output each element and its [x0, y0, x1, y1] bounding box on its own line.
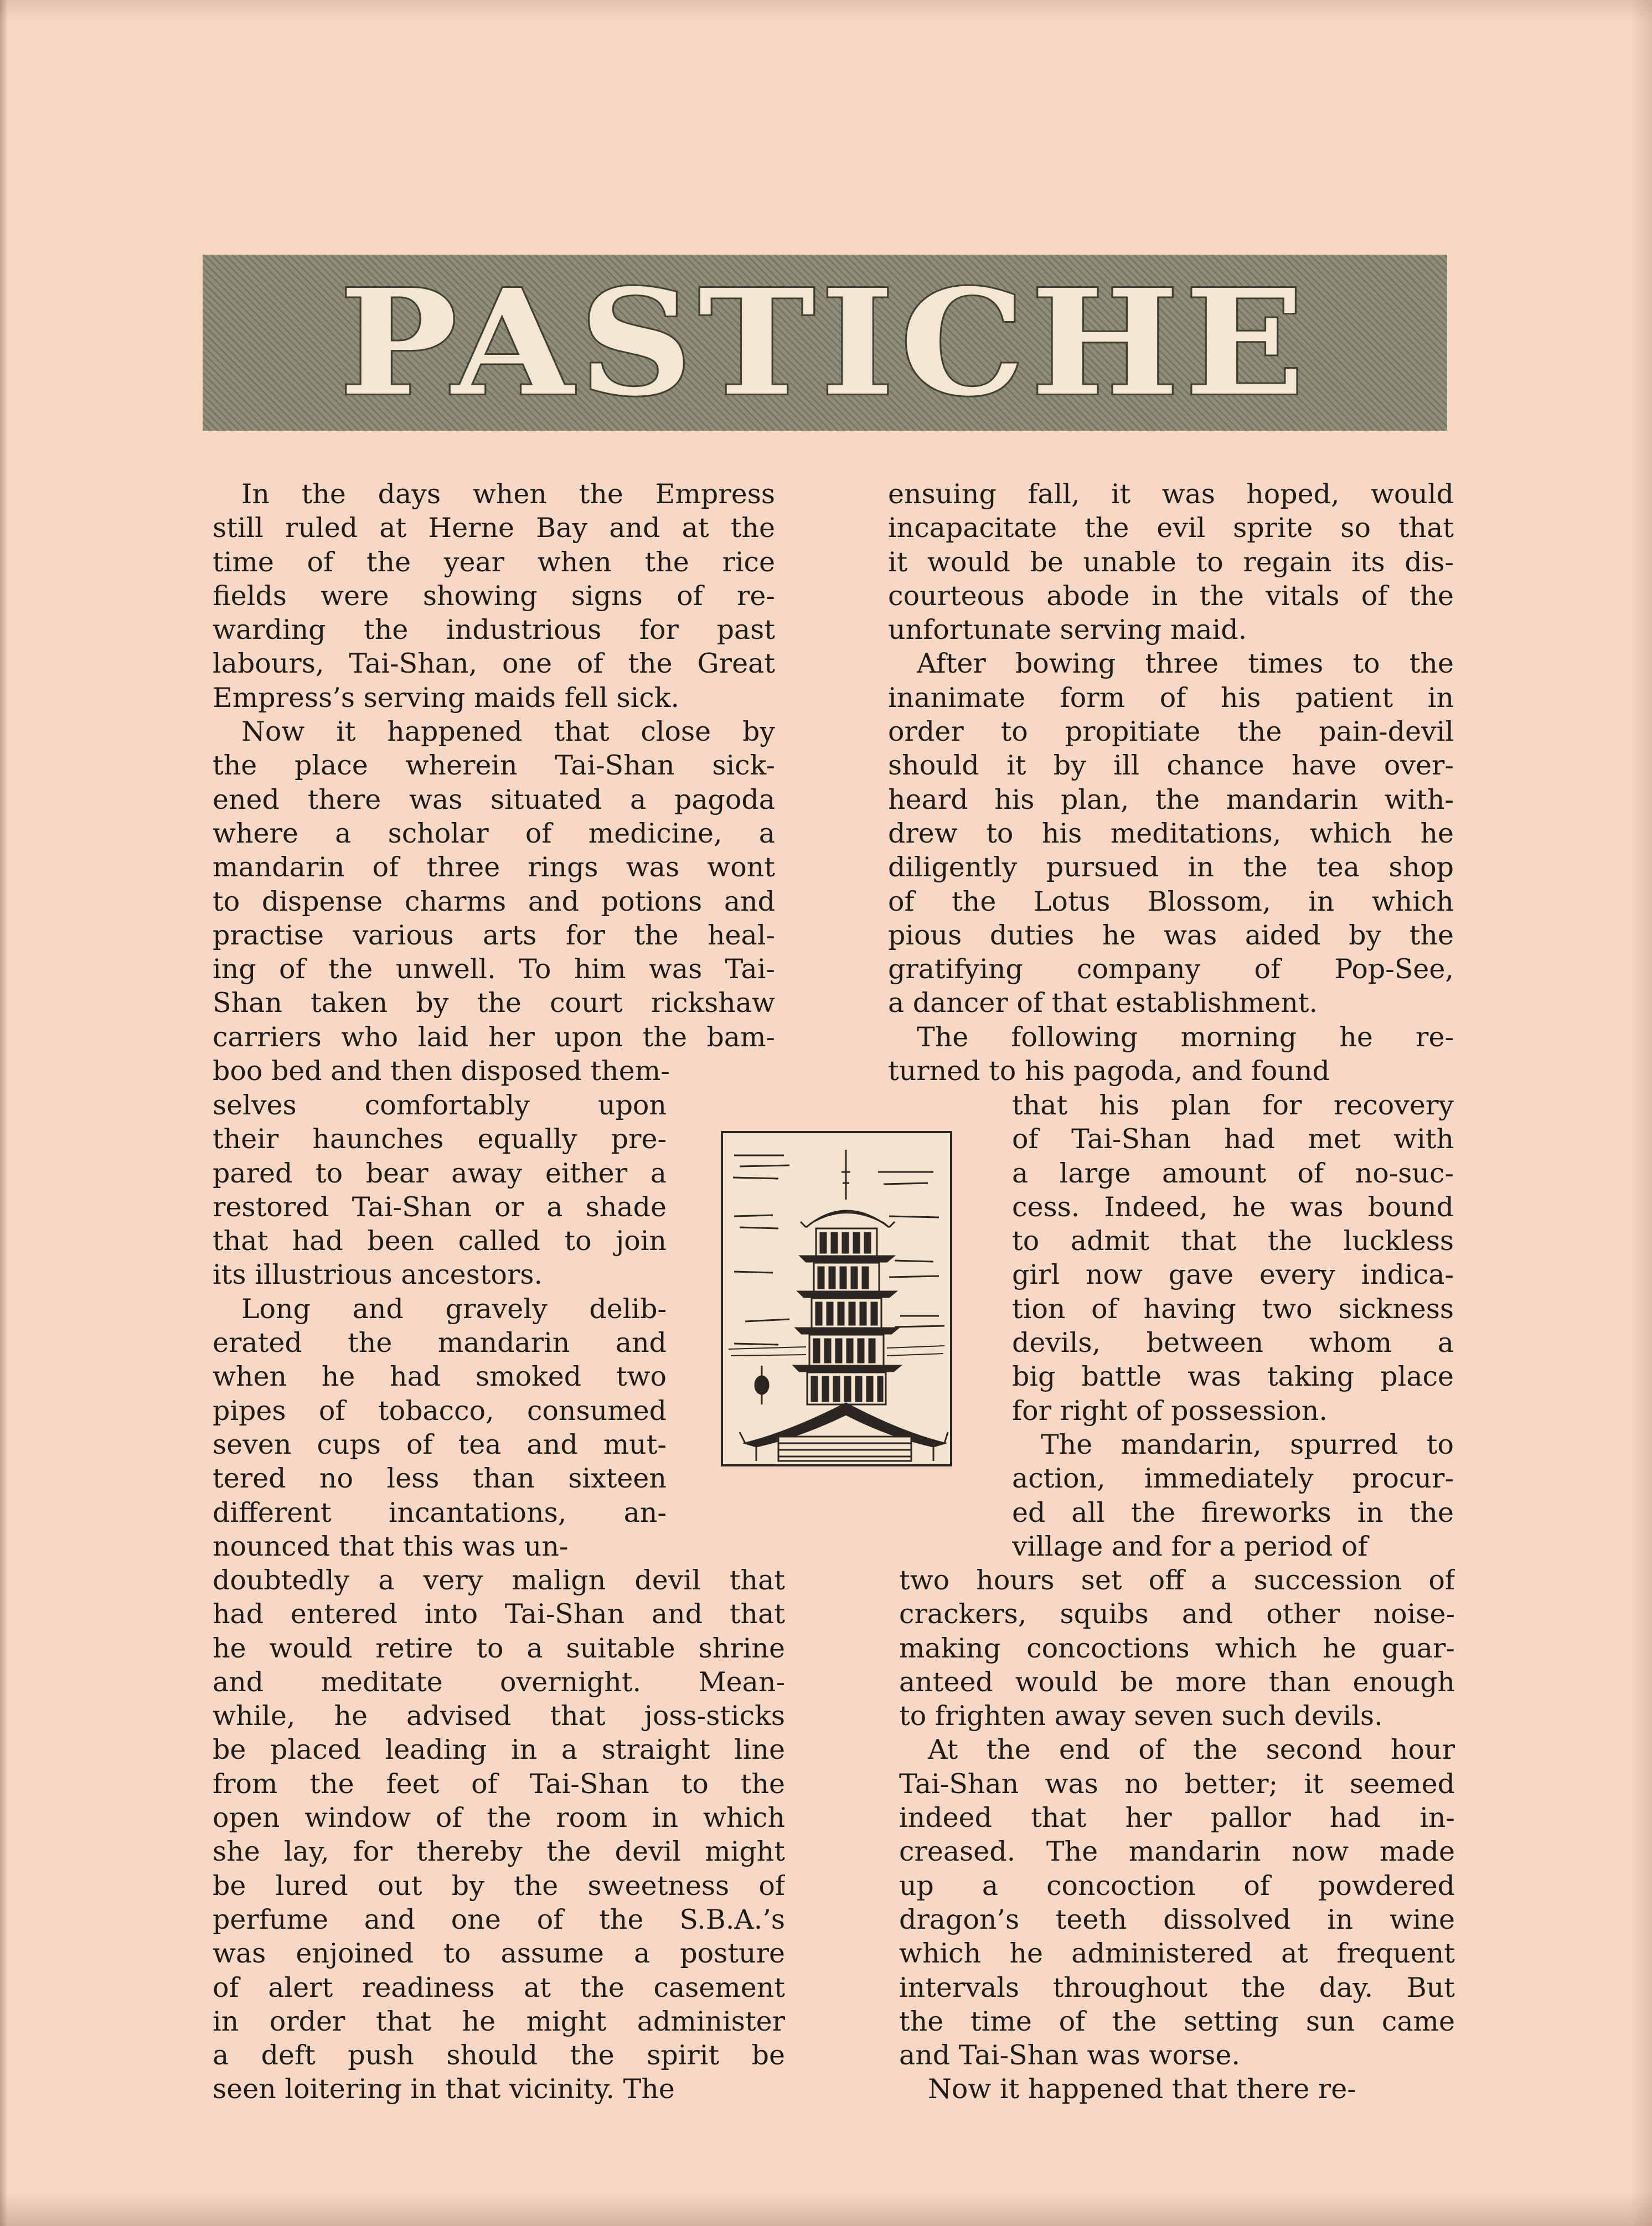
text-line: inanimate form of his patient in: [888, 681, 1454, 714]
text-line: pipes of tobacco, consumed: [213, 1395, 667, 1427]
text-line: labours, Tai-Shan, one of the Great: [213, 648, 775, 680]
page-edge-right: [1630, 0, 1652, 2226]
text-line: which he administered at frequent: [899, 1938, 1455, 1970]
pagoda-illustration-icon: [723, 1133, 950, 1464]
text-line: turned to his pagoda, and found: [888, 1055, 1330, 1087]
text-line: After bowing three times to the: [917, 648, 1454, 680]
text-line: be lured out by the sweetness of: [213, 1869, 785, 1902]
text-line: nounced that this was un-: [213, 1530, 569, 1562]
text-line: ened there was situated a pagoda: [213, 783, 775, 815]
text-line: their haunches equally pre-: [213, 1123, 667, 1155]
text-line: boo bed and then disposed them-: [213, 1055, 670, 1087]
text-line: practise various arts for the heal-: [213, 919, 775, 951]
text-line: open window of the room in which: [213, 1802, 785, 1834]
left-column-top: [213, 477, 775, 1088]
text-line: crackers, squibs and other noise-: [899, 1598, 1455, 1630]
text-line: the time of the setting sun came: [899, 2005, 1455, 2037]
text-line: At the end of the second hour: [928, 1734, 1455, 1766]
text-line: fields were showing signs of re-: [213, 580, 775, 612]
text-line: anteed would be more than enough: [899, 1666, 1455, 1698]
text-line: it would be unable to regain its dis-: [888, 546, 1454, 578]
text-line: be placed leading in a straight line: [213, 1734, 785, 1766]
text-line: while, he advised that joss-sticks: [213, 1700, 785, 1732]
text-line: gratifying company of Pop-See,: [888, 953, 1454, 985]
text-line: indeed that her pallor had in-: [899, 1802, 1455, 1834]
right-column-top: [888, 477, 1454, 1088]
text-line: heard his plan, the mandarin with-: [888, 783, 1454, 815]
text-line: to admit that the luckless: [1012, 1225, 1454, 1257]
text-line: of the Lotus Blossom, in which: [888, 885, 1454, 917]
left-column-beside-image: [213, 1088, 667, 1563]
text-line: of Tai-Shan had met with: [1012, 1123, 1454, 1155]
text-line: creased. The mandarin now made: [899, 1836, 1455, 1868]
text-line: to frighten away seven such devils.: [899, 1700, 1383, 1732]
text-line: Empress’s serving maids fell sick.: [213, 681, 680, 714]
text-line: Tai-Shan was no better; it seemed: [899, 1768, 1455, 1800]
text-line: unfortunate serving maid.: [888, 614, 1247, 646]
text-line: action, immediately procur-: [1012, 1463, 1454, 1495]
page-title: PASTICHE: [339, 257, 1310, 428]
text-line: warding the industrious for past: [213, 614, 775, 646]
text-line: she lay, for thereby the devil might: [213, 1836, 785, 1868]
text-line: its illustrious ancestors.: [213, 1259, 543, 1291]
text-line: incapacitate the evil sprite so that: [888, 512, 1454, 544]
text-line: still ruled at Herne Bay and at the: [213, 512, 775, 544]
text-line: Now it happened that close by: [241, 716, 775, 748]
text-line: of alert readiness at the casement: [213, 1971, 785, 2003]
text-line: different incantations, an-: [213, 1496, 667, 1528]
text-line: from the feet of Tai-Shan to the: [213, 1768, 785, 1800]
pagoda-illustration: [721, 1131, 952, 1466]
text-line: village and for a period of: [1012, 1530, 1368, 1562]
text-line: doubtedly a very malign devil that: [213, 1564, 785, 1596]
text-line: a deft push should the spirit be: [213, 2039, 785, 2072]
text-line: that had been called to join: [213, 1225, 667, 1257]
text-line: for right of possession.: [1012, 1395, 1328, 1427]
text-line: In the days when the Empress: [241, 478, 775, 510]
text-line: the place wherein Tai-Shan sick-: [213, 750, 775, 782]
text-line: The following morning he re-: [917, 1021, 1454, 1053]
text-line: time of the year when the rice: [213, 546, 775, 578]
text-line: he would retire to a suitable shrine: [213, 1632, 785, 1664]
text-line: erated the mandarin and: [213, 1327, 667, 1359]
page-edge-top: [0, 0, 1652, 22]
text-line: selves comfortably upon: [213, 1089, 667, 1121]
text-line: pious duties he was aided by the: [888, 919, 1454, 951]
text-line: tered no less than sixteen: [213, 1463, 667, 1495]
page-edge-left: [0, 0, 8, 2226]
text-line: making concoctions which he guar-: [899, 1632, 1455, 1664]
right-column-beside-image: [1012, 1088, 1454, 1563]
text-line: order to propitiate the pain-devil: [888, 716, 1454, 748]
text-line: seen loitering in that vicinity. The: [213, 2073, 675, 2105]
text-line: pared to bear away either a: [213, 1157, 667, 1189]
right-column-bottom: [899, 1563, 1455, 2106]
text-line: that his plan for recovery: [1012, 1089, 1454, 1121]
text-line: mandarin of three rings was wont: [213, 851, 775, 884]
text-line: dragon’s teeth dissolved in wine: [899, 1903, 1455, 1935]
text-line: when he had smoked two: [213, 1361, 667, 1393]
text-line: perfume and one of the S.B.A.’s: [213, 1903, 785, 1935]
text-line: Now it happened that there re-: [928, 2073, 1356, 2105]
text-line: girl now gave every indica-: [1012, 1259, 1454, 1291]
text-line: diligently pursued in the tea shop: [888, 851, 1454, 884]
text-line: ed all the fireworks in the: [1012, 1496, 1454, 1528]
text-line: big battle was taking place: [1012, 1361, 1454, 1393]
text-line: had entered into Tai-Shan and that: [213, 1598, 785, 1630]
text-line: two hours set off a succession of: [899, 1564, 1455, 1596]
page-edge-bottom: [0, 2193, 1652, 2226]
text-line: a dancer of that establishment.: [888, 987, 1318, 1019]
text-line: and meditate overnight. Mean-: [213, 1666, 785, 1698]
text-line: ing of the unwell. To him was Tai-: [213, 953, 775, 985]
text-line: ensuing fall, it was hoped, would: [888, 478, 1454, 510]
text-line: should it by ill chance have over-: [888, 750, 1454, 782]
text-line: restored Tai-Shan or a shade: [213, 1191, 667, 1223]
text-line: was enjoined to assume a posture: [213, 1938, 785, 1970]
text-line: intervals throughout the day. But: [899, 1971, 1455, 2003]
text-line: and Tai-Shan was worse.: [899, 2039, 1240, 2072]
text-line: Long and gravely delib-: [241, 1293, 667, 1325]
text-line: a large amount of no-suc-: [1012, 1157, 1454, 1189]
text-line: up a concoction of powdered: [899, 1869, 1455, 1902]
left-column-bottom: [213, 1563, 785, 2106]
text-line: The mandarin, spurred to: [1041, 1428, 1454, 1460]
text-line: Shan taken by the court rickshaw: [213, 987, 775, 1019]
text-line: seven cups of tea and mut-: [213, 1428, 667, 1460]
text-line: cess. Indeed, he was bound: [1012, 1191, 1454, 1223]
text-line: to dispense charms and potions and: [213, 885, 775, 917]
title-banner: [203, 255, 1447, 431]
text-line: tion of having two sickness: [1012, 1293, 1454, 1325]
text-line: carriers who laid her upon the bam-: [213, 1021, 775, 1053]
text-line: devils, between whom a: [1012, 1327, 1454, 1359]
text-line: courteous abode in the vitals of the: [888, 580, 1454, 612]
text-line: where a scholar of medicine, a: [213, 817, 775, 849]
text-line: drew to his meditations, which he: [888, 817, 1454, 849]
text-line: in order that he might administer: [213, 2005, 785, 2037]
